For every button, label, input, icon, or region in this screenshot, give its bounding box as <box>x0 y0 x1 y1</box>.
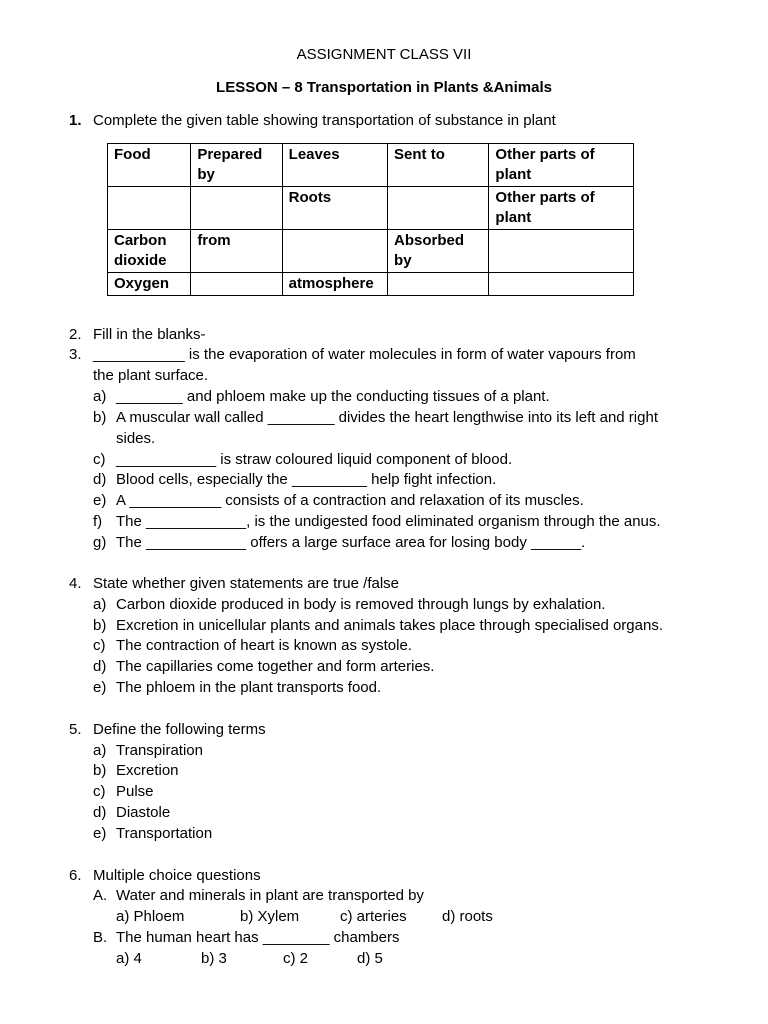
mcq-a-option: b) Xylem <box>240 908 300 925</box>
table-cell: Other parts of plant <box>489 187 634 230</box>
list-item-label: d) <box>93 658 107 675</box>
list-item: Transportation <box>116 825 213 842</box>
table-cell: Prepared by <box>191 144 282 187</box>
list-item: The contraction of heart is known as systole. <box>116 637 412 654</box>
table-cell: Oxygen <box>108 273 191 296</box>
transport-table <box>107 143 634 296</box>
q6-number: 6. <box>69 867 82 884</box>
table-row <box>108 273 634 296</box>
mcq-b-option: c) 2 <box>283 950 309 967</box>
table-cell: Food <box>108 144 191 187</box>
table-row <box>108 144 634 187</box>
mcq-a-option: a) Phloem <box>116 908 185 925</box>
list-item-label: e) <box>93 825 107 842</box>
list-item: Transpiration <box>116 742 203 759</box>
list-item-label: f) <box>93 513 103 530</box>
q4-number: 4. <box>69 575 82 592</box>
list-item-label: a) <box>93 596 107 613</box>
q2-text: Fill in the blanks- <box>93 326 206 343</box>
list-item-label: d) <box>93 804 107 821</box>
mcq-b-question: The human heart has ________ chambers <box>116 929 400 946</box>
q1-number: 1. <box>69 112 82 129</box>
list-item-label: c) <box>93 637 106 654</box>
table-cell <box>388 187 489 230</box>
list-item: The phloem in the plant transports food. <box>116 679 382 696</box>
list-item-label: c) <box>93 783 106 800</box>
q1-text: Complete the given table showing transportation of substance in plant <box>93 112 556 129</box>
table-cell: atmosphere <box>282 273 387 296</box>
table-cell <box>282 230 387 273</box>
list-item-label: b) <box>93 762 107 779</box>
assignment-title: ASSIGNMENT CLASS VII <box>296 46 472 63</box>
table-cell: from <box>191 230 282 273</box>
table-cell: Carbon dioxide <box>108 230 191 273</box>
list-item: Diastole <box>116 804 171 821</box>
list-item: A ___________ consists of a contraction and relaxation of its muscles. <box>116 492 584 509</box>
q5-number: 5. <box>69 721 82 738</box>
list-item: Excretion <box>116 762 179 779</box>
list-item-label: e) <box>93 679 107 696</box>
list-item-label: a) <box>93 388 107 405</box>
table-cell <box>388 273 489 296</box>
table-cell: Sent to <box>388 144 489 187</box>
list-item-label: d) <box>93 471 107 488</box>
list-item-label: b) <box>93 409 107 426</box>
q2-number: 2. <box>69 326 82 343</box>
table-cell <box>191 187 282 230</box>
table-row <box>108 187 634 230</box>
mcq-a-label: A. <box>93 887 108 904</box>
list-item: ________ and phloem make up the conducting tissues of a plant. <box>116 388 550 405</box>
list-item: The capillaries come together and form arteries. <box>116 658 435 675</box>
list-item: The ____________ offers a large surface area for losing body ______. <box>116 534 586 551</box>
mcq-a-option: c) arteries <box>340 908 407 925</box>
list-item: Carbon dioxide produced in body is removed through lungs by exhalation. <box>116 596 606 613</box>
q6-text: Multiple choice questions <box>93 867 261 884</box>
table-cell: Roots <box>282 187 387 230</box>
table-cell <box>191 273 282 296</box>
list-item: The ____________, is the undigested food eliminated organism through the anus. <box>116 513 661 530</box>
list-item-continued: sides. <box>116 430 156 447</box>
list-item: Blood cells, especially the _________ help fight infection. <box>116 471 497 488</box>
mcq-b-option: b) 3 <box>201 950 227 967</box>
table-cell <box>108 187 191 230</box>
list-item-label: a) <box>93 742 107 759</box>
table-cell: Other parts of plant <box>489 144 634 187</box>
q3-line2: the plant surface. <box>93 367 209 384</box>
mcq-b-label: B. <box>93 929 108 946</box>
q3-number: 3. <box>69 346 82 363</box>
table-cell: Absorbed by <box>388 230 489 273</box>
q3-line1: ___________ is the evaporation of water molecules in form of water vapours from <box>93 346 636 363</box>
mcq-b-option: d) 5 <box>357 950 383 967</box>
table-cell <box>489 273 634 296</box>
mcq-a-option: d) roots <box>442 908 493 925</box>
mcq-b-option: a) 4 <box>116 950 142 967</box>
list-item-label: c) <box>93 451 106 468</box>
q5-text: Define the following terms <box>93 721 266 738</box>
mcq-a-question: Water and minerals in plant are transported by <box>116 887 424 904</box>
list-item: A muscular wall called ________ divides the heart lengthwise into its left and right <box>116 409 658 426</box>
list-item: Pulse <box>116 783 154 800</box>
list-item-label: b) <box>93 617 107 634</box>
table-row <box>108 230 634 273</box>
q4-text: State whether given statements are true /false <box>93 575 399 592</box>
list-item: Excretion in unicellular plants and animals takes place through specialised organs. <box>116 617 663 634</box>
list-item-label: e) <box>93 492 107 509</box>
table-cell <box>489 230 634 273</box>
lesson-title: LESSON – 8 Transportation in Plants &Animals <box>216 79 552 96</box>
list-item-label: g) <box>93 534 107 551</box>
list-item: ____________ is straw coloured liquid component of blood. <box>116 451 513 468</box>
table-cell: Leaves <box>282 144 387 187</box>
